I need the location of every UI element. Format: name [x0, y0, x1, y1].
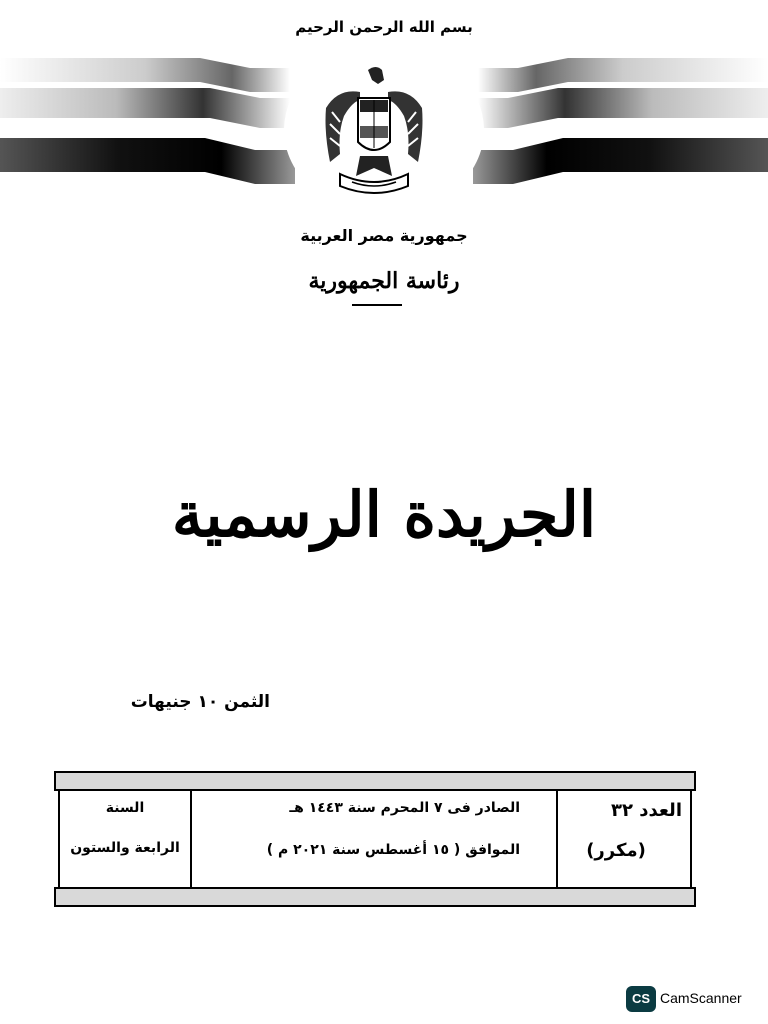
gazette-title: الجريدة الرسمية	[171, 478, 597, 551]
info-box-bottom-bar	[54, 887, 696, 907]
year-value: الرابعة والستون	[70, 840, 180, 856]
basmala: بسم الله الرحمن الرحيم	[295, 18, 473, 36]
gregorian-date: الموافق ( ١٥ أغسطس سنة ٢٠٢١ م )	[266, 842, 520, 858]
issue-repeat-note: (مكرر)	[586, 840, 646, 861]
info-box-top-bar	[54, 771, 696, 791]
price-label: الثمن ١٠ جنيهات	[130, 692, 270, 712]
camscanner-logo-icon: CS	[626, 986, 656, 1012]
presidency-underline	[352, 304, 402, 306]
hijri-date: الصادر فى ٧ المحرم سنة ١٤٤٣ هـ	[289, 800, 520, 816]
issue-number: العدد ٣٢	[611, 800, 682, 821]
year-label: السنة	[105, 800, 145, 816]
republic-name: جمهورية مصر العربية	[300, 226, 468, 245]
camscanner-watermark: CamScanner	[660, 990, 742, 1006]
eagle-emblem-icon	[316, 62, 432, 198]
presidency-name: رئاسة الجمهورية	[308, 268, 460, 294]
